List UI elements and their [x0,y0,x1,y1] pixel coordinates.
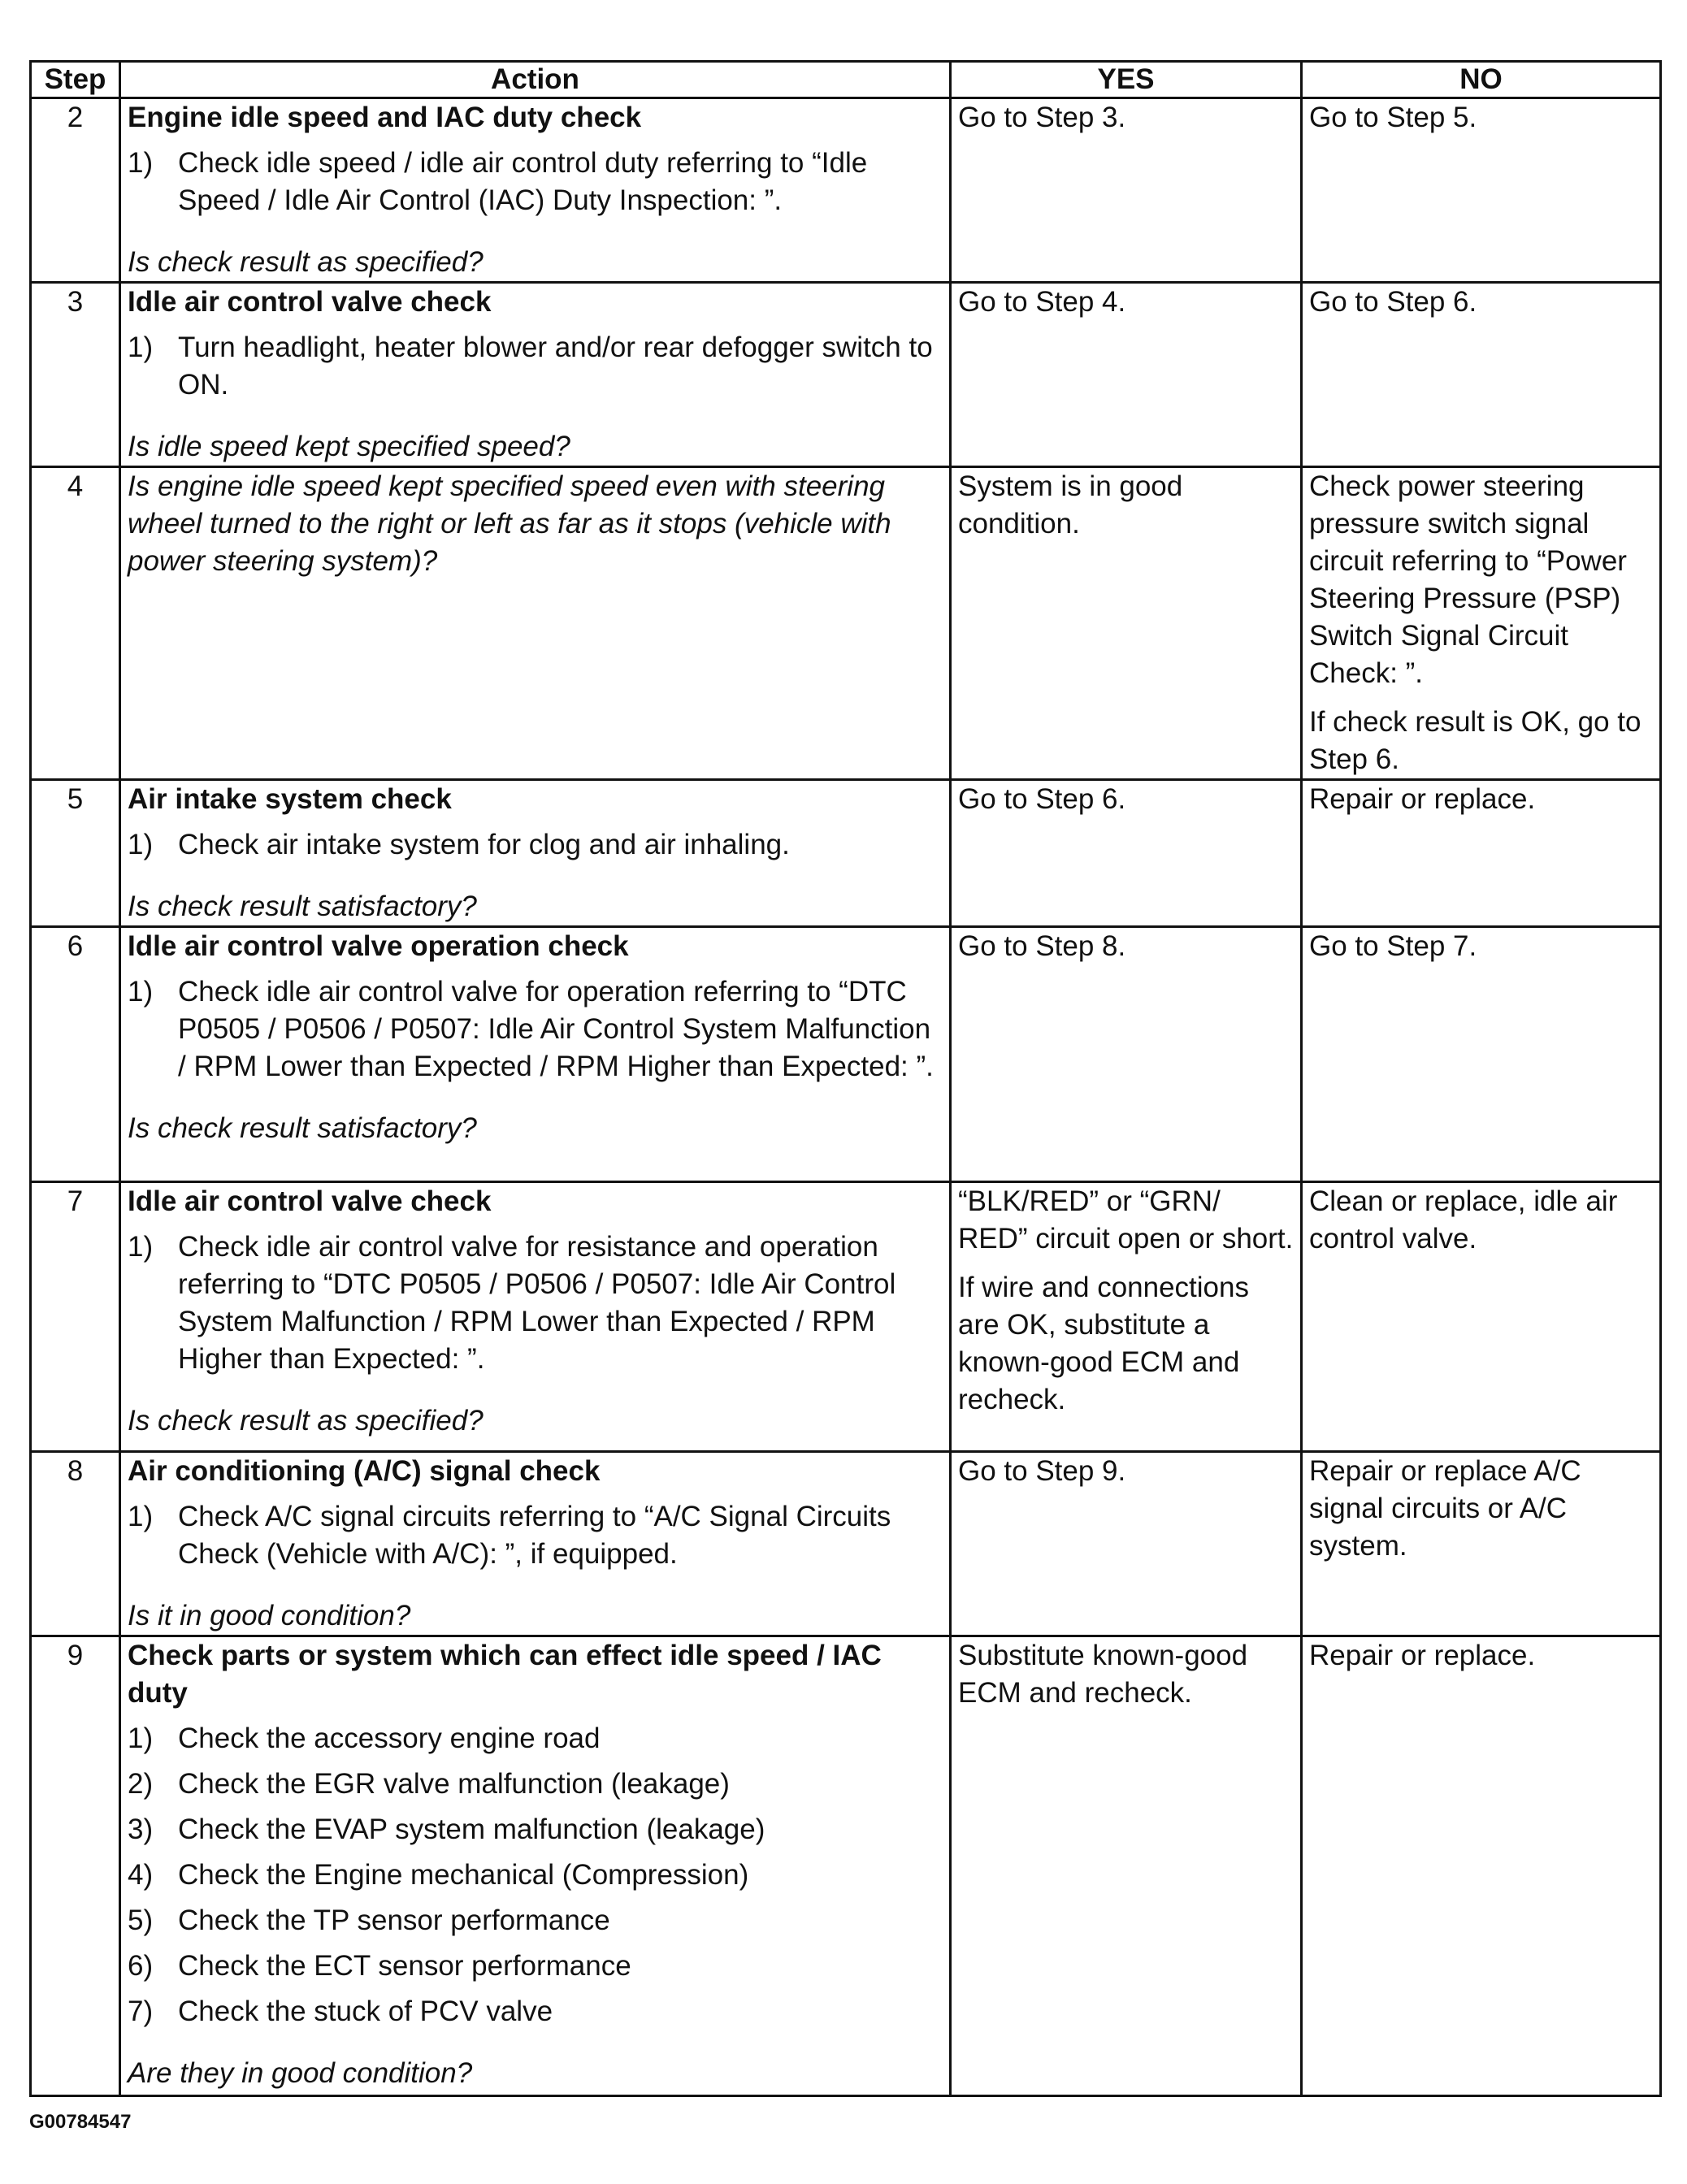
action-item [128,1766,943,1803]
no-text: Clean or replace, idle air control valve. [1309,1185,1618,1254]
action-item-text: Check idle air control valve for operation referring to “DTC P0505 / P0506 / P0507: Idle Air Control System Malfunction / RPM Lower than Expected / RPM Higher than Expected: ”. [178,976,934,1082]
table-row [31,927,1661,1182]
yes-cell [951,467,1302,780]
table-row [31,1636,1661,2096]
action-item-number: 1) [128,1722,154,1754]
no-text: Check power steering pressure switch signal circuit referring to “Power Steering Pressure (PSP) Switch Signal Circuit Check: ”. [1309,470,1627,689]
action-cell [120,1636,951,2096]
action-item [128,1720,943,1757]
action-title: Air intake system check [128,783,452,815]
no-cell [1302,927,1661,1182]
yes-text: Go to Step 4. [958,286,1126,318]
yes-text: Go to Step 6. [958,783,1126,815]
step-number: 7 [31,1182,120,1452]
action-question: Is check result as specified? [128,1405,484,1436]
action-item-number: 1) [128,1501,154,1532]
action-item [128,1993,943,2030]
yes-cell [951,1182,1302,1452]
action-item [128,973,943,1086]
table-row [31,1182,1661,1452]
action-item-text: Check the TP sensor performance [178,1904,610,1936]
action-question: Is idle speed kept specified speed? [128,431,570,462]
table-row [31,1452,1661,1636]
action-title: Idle air control valve operation check [128,930,629,962]
action-item-number: 2) [128,1768,154,1800]
action-cell [120,780,951,927]
no-text: Go to Step 6. [1309,286,1477,318]
action-item [128,1948,943,1985]
no-text: If check result is OK, go to Step 6. [1309,706,1641,775]
action-item-number: 1) [128,1231,154,1263]
action-question: Is it in good condition? [128,1600,411,1632]
action-cell [120,1182,951,1452]
step-number: 4 [31,467,120,780]
yes-text: System is in good condition. [958,470,1183,540]
action-item-number: 7) [128,1996,154,2027]
table-row [31,283,1661,467]
action-item [128,1498,943,1573]
step-number: 2 [31,98,120,283]
no-cell [1302,1452,1661,1636]
action-question: Is check result as specified? [128,246,484,278]
action-title: Idle air control valve check [128,1185,492,1217]
header-yes: YES [951,62,1302,98]
yes-text: Substitute known-good ECM and recheck. [958,1640,1248,1709]
action-item [128,1811,943,1848]
action-title: Check parts or system which can effect idle speed / IAC duty [128,1640,882,1709]
action-question: Are they in good condition? [128,2057,473,2089]
action-title: Air conditioning (A/C) signal check [128,1455,601,1487]
action-cell [120,927,951,1182]
action-title: Idle air control valve check [128,286,492,318]
yes-text: Go to Step 8. [958,930,1126,962]
action-item-text: Check air intake system for clog and air inhaling. [178,829,790,860]
yes-cell [951,1636,1302,2096]
action-cell [120,283,951,467]
action-item-text: Check idle speed / idle air control duty referring to “Idle Speed / Idle Air Control (IAC) Duty Inspection: ”. [178,147,868,216]
yes-cell [951,1452,1302,1636]
yes-text: If wire and connections are OK, substitute a known-good ECM and recheck. [958,1272,1249,1415]
action-item-number: 1) [128,147,154,179]
action-item [128,329,943,404]
header-step: Step [31,62,120,98]
action-question: Is check result satisfactory? [128,1112,477,1144]
action-item [128,145,943,219]
step-number: 3 [31,283,120,467]
action-item-number: 4) [128,1859,154,1891]
no-cell [1302,1636,1661,2096]
figure-id: G00784547 [29,2111,132,2133]
no-cell [1302,1182,1661,1452]
no-text: Repair or replace. [1309,1640,1536,1671]
table-row [31,467,1661,780]
action-item-text: Check A/C signal circuits referring to “A/C Signal Circuits Check (Vehicle with A/C): ”, if equipped. [178,1501,891,1570]
action-cell [120,1452,951,1636]
header-no: NO [1302,62,1661,98]
action-item-number: 1) [128,976,154,1008]
action-title: Engine idle speed and IAC duty check [128,102,642,133]
action-item-text: Check idle air control valve for resistance and operation referring to “DTC P0505 / P0506 / P0507: Idle Air Control System Malfunction / RPM Lower than Expected / RPM Higher than Expected: ”. [178,1231,896,1375]
no-cell [1302,98,1661,283]
action-item-text: Check the ECT sensor performance [178,1950,631,1982]
yes-cell [951,927,1302,1182]
action-item-text: Turn headlight, heater blower and/or rear defogger switch to ON. [178,332,933,401]
yes-cell [951,780,1302,927]
action-item [128,1857,943,1894]
action-question: Is engine idle speed kept specified speed even with steering wheel turned to the right or left as far as it stops (vehicle with power steering system)? [128,470,891,577]
no-text: Go to Step 5. [1309,102,1477,133]
step-number: 9 [31,1636,120,2096]
header-row [31,62,1661,98]
action-item-text: Check the stuck of PCV valve [178,1996,553,2027]
step-number: 5 [31,780,120,927]
table-row [31,780,1661,927]
action-item-text: Check the EVAP system malfunction (leakage) [178,1814,765,1845]
no-cell [1302,467,1661,780]
action-item-text: Check the Engine mechanical (Compression) [178,1859,749,1891]
action-item-number: 1) [128,829,154,860]
header-action: Action [120,62,951,98]
action-item-text: Check the accessory engine road [178,1722,601,1754]
action-cell [120,467,951,780]
action-item-number: 3) [128,1814,154,1845]
yes-cell [951,283,1302,467]
action-item-number: 6) [128,1950,154,1982]
yes-text: Go to Step 9. [958,1455,1126,1487]
yes-cell [951,98,1302,283]
table-row [31,98,1661,283]
diagnostic-table [29,60,1662,2097]
yes-text: Go to Step 3. [958,102,1126,133]
step-number: 6 [31,927,120,1182]
no-text: Repair or replace. [1309,783,1536,815]
no-text: Go to Step 7. [1309,930,1477,962]
action-item [128,826,943,864]
action-item-number: 1) [128,332,154,363]
no-text: Repair or replace A/C signal circuits or A/C system. [1309,1455,1581,1562]
action-question: Is check result satisfactory? [128,890,477,922]
step-number: 8 [31,1452,120,1636]
action-item [128,1228,943,1378]
action-item-text: Check the EGR valve malfunction (leakage) [178,1768,730,1800]
action-item [128,1902,943,1939]
action-cell [120,98,951,283]
action-item-number: 5) [128,1904,154,1936]
no-cell [1302,283,1661,467]
no-cell [1302,780,1661,927]
yes-text: “BLK/RED” or “GRN/ RED” circuit open or short. [958,1185,1294,1254]
